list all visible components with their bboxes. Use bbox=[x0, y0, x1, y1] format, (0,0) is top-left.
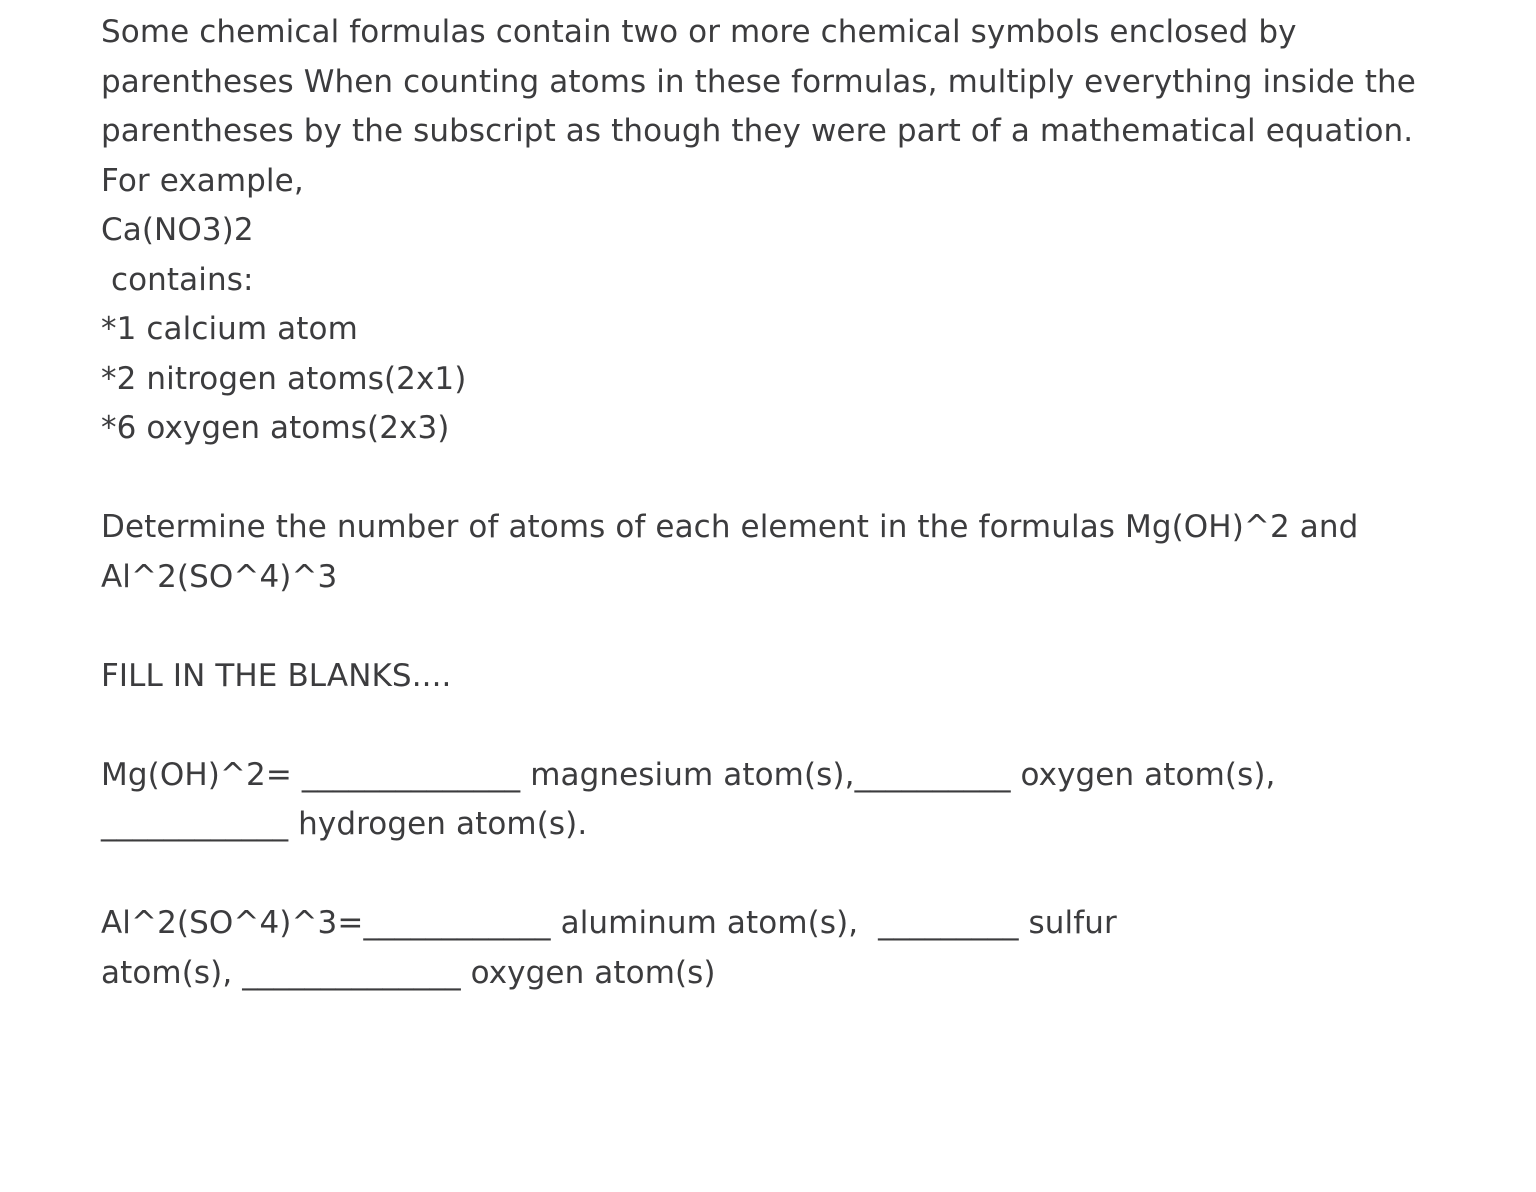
intro-line: For example, bbox=[101, 162, 304, 199]
task-line: Determine the number of atoms of each element in the formulas Mg(OH)^2 and bbox=[101, 509, 1359, 545]
intro-line: parentheses When counting atoms in these formulas, multiply everything inside the bbox=[101, 63, 1416, 100]
question-2-line: atom(s), ______________ oxygen atom(s) bbox=[101, 954, 716, 991]
spacer bbox=[101, 701, 1501, 751]
question-1-line: ____________ hydrogen atom(s). bbox=[101, 806, 588, 842]
example-formula: Ca(NO3)2 bbox=[101, 212, 254, 248]
intro-line: Some chemical formulas contain two or more chemical symbols enclosed by bbox=[101, 14, 1297, 50]
spacer bbox=[101, 850, 1501, 900]
document-body bbox=[101, 8, 1501, 998]
contains-label: contains: bbox=[101, 261, 254, 298]
example-item: *6 oxygen atoms(2x3) bbox=[101, 410, 450, 446]
example-item: *1 calcium atom bbox=[101, 311, 358, 347]
fill-in-heading: FILL IN THE BLANKS.... bbox=[101, 657, 452, 694]
spacer bbox=[101, 602, 1501, 652]
question-2-line: Al^2(SO^4)^3=____________ aluminum atom(s), _________ sulfur bbox=[101, 905, 1117, 941]
task-line: Al^2(SO^4)^3 bbox=[101, 558, 338, 595]
spacer bbox=[101, 454, 1501, 504]
example-item: *2 nitrogen atoms(2x1) bbox=[101, 360, 467, 397]
question-1-line: Mg(OH)^2= ______________ magnesium atom(s),__________ oxygen atom(s), bbox=[101, 756, 1276, 793]
intro-line: parentheses by the subscript as though they were part of a mathematical equation. bbox=[101, 113, 1414, 149]
